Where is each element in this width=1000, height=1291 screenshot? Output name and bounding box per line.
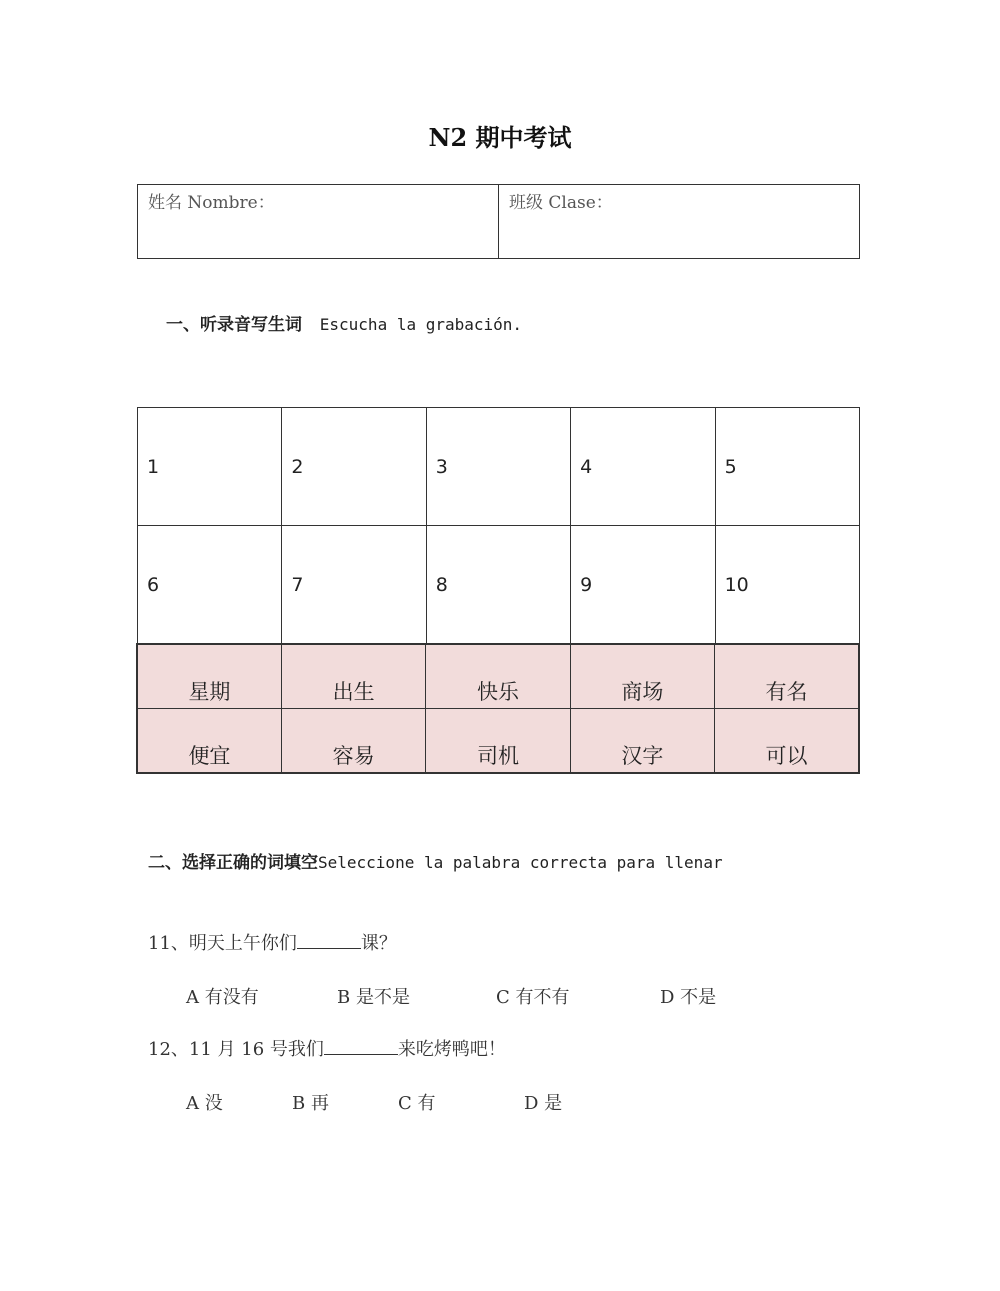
class-field[interactable]: 班级 Clase： <box>499 185 860 259</box>
question-12-blank[interactable] <box>324 1040 398 1055</box>
question-12-option-d[interactable]: D 是 <box>524 1093 563 1114</box>
question-12 <box>148 1035 506 1061</box>
answer-cell-10[interactable]: 10 <box>715 526 859 644</box>
word-tile[interactable]: 汉字 <box>570 709 714 774</box>
word-tile[interactable]: 便宜 <box>137 709 281 774</box>
answer-cell-6[interactable]: 6 <box>138 526 282 644</box>
answer-row <box>138 526 860 644</box>
question-12-suffix: 来吃烤鸭吧！ <box>397 1039 506 1060</box>
answer-cell-7[interactable]: 7 <box>282 526 426 644</box>
question-11-prefix: 11、明天上午你们 <box>148 933 297 954</box>
word-tile[interactable]: 有名 <box>715 644 859 709</box>
word-bank <box>136 643 860 774</box>
word-bank-row <box>137 644 859 709</box>
question-11-option-d[interactable]: D 不是 <box>660 987 717 1008</box>
question-12-option-a[interactable]: A 没 <box>186 1093 223 1114</box>
section2-title-es: Seleccione la palabra correcta para llenar <box>318 853 723 872</box>
answer-cell-4[interactable]: 4 <box>571 408 715 526</box>
question-12-prefix: 12、11 月 16 号我们 <box>148 1039 324 1060</box>
word-tile[interactable]: 快乐 <box>426 644 570 709</box>
word-tile[interactable]: 可以 <box>715 709 859 774</box>
answer-cell-8[interactable]: 8 <box>426 526 570 644</box>
word-tile[interactable]: 司机 <box>426 709 570 774</box>
word-tile[interactable]: 出生 <box>281 644 425 709</box>
word-tile[interactable]: 容易 <box>281 709 425 774</box>
question-12-option-c[interactable]: C 有 <box>398 1093 436 1114</box>
question-11-suffix: 课？ <box>360 933 397 954</box>
answer-cell-1[interactable]: 1 <box>138 408 282 526</box>
student-info-table <box>137 184 860 259</box>
name-field[interactable]: 姓名 Nombre： <box>138 185 499 259</box>
section2-heading <box>148 848 723 873</box>
answer-cell-5[interactable]: 5 <box>715 408 859 526</box>
section1-title-es: Escucha la grabación. <box>319 315 523 334</box>
question-11-option-b[interactable]: B 是不是 <box>337 987 410 1008</box>
question-11 <box>148 929 397 955</box>
answer-cell-2[interactable]: 2 <box>282 408 426 526</box>
answer-row <box>138 408 860 526</box>
question-11-option-c[interactable]: C 有不有 <box>496 987 570 1008</box>
section2-title-zh: 二、选择正确的词填空 <box>148 853 318 873</box>
section1-heading <box>166 310 522 335</box>
question-11-blank[interactable] <box>297 934 361 949</box>
word-bank-row <box>137 709 859 774</box>
answer-grid <box>137 407 860 644</box>
question-11-option-a[interactable]: A 有没有 <box>186 987 259 1008</box>
answer-cell-9[interactable]: 9 <box>571 526 715 644</box>
section1-title-zh: 一、听录音写生词 <box>166 315 302 335</box>
page-title: N2 期中考试 <box>428 123 572 152</box>
answer-cell-3[interactable]: 3 <box>426 408 570 526</box>
question-12-option-b[interactable]: B 再 <box>292 1093 329 1114</box>
word-tile[interactable]: 星期 <box>137 644 281 709</box>
word-tile[interactable]: 商场 <box>570 644 714 709</box>
